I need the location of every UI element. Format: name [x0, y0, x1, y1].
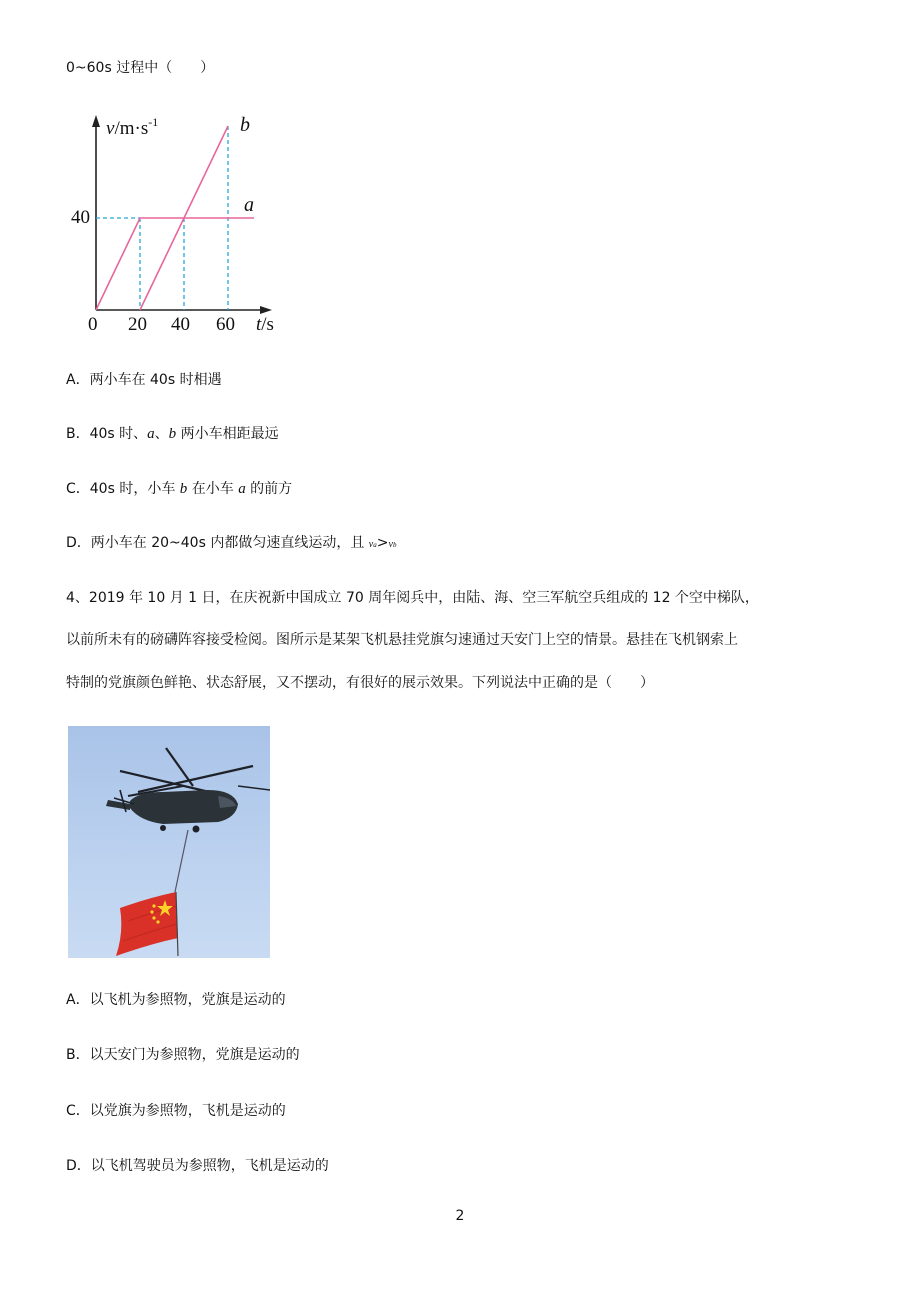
q4-stem-line-2: 以前所未有的磅礴阵容接受检阅。图所示是某架飞机悬挂党旗匀速通过天安门上空的情景。悬挂在飞机钢索上 — [66, 632, 738, 648]
x-tick-20: 20 — [128, 314, 147, 335]
x-tick-40: 40 — [171, 314, 190, 335]
q4-option-c: C．以党旗为参照物，飞机是运动的 — [66, 1103, 286, 1119]
q4-option-b: B．以天安门为参照物，党旗是运动的 — [66, 1047, 300, 1063]
q4-stem-line-3: 特制的党旗颜色鲜艳、状态舒展，又不摆动，有很好的展示效果。下列说法中正确的是（ ） — [66, 675, 654, 691]
line-b-label: b — [240, 114, 250, 136]
q4-option-d: D．以飞机驾驶员为参照物，飞机是运动的 — [66, 1158, 329, 1174]
x-tick-60: 60 — [216, 314, 235, 335]
line-a-label: a — [244, 194, 254, 216]
x-axis-arrow — [260, 306, 272, 314]
q3-option-c: C．40s 时，小车 b 在小车 a 的前方 — [66, 481, 293, 497]
y-axis-arrow — [92, 115, 100, 127]
helicopter-flag-photo — [68, 726, 270, 958]
y-tick-40: 40 — [71, 207, 90, 228]
series-line-a — [96, 218, 254, 310]
page-number: 2 — [455, 1208, 465, 1224]
q3-option-d: D．两小车在 20~40s 内都做匀速直线运动，且 va>vb — [66, 535, 397, 551]
q3-option-b: B．40s 时、a、b 两小车相距最远 — [66, 426, 279, 442]
x-axis-label: t/s — [256, 314, 274, 335]
q3-option-a: A．两小车在 40s 时相遇 — [66, 372, 222, 388]
q4-option-a: A．以飞机为参照物，党旗是运动的 — [66, 992, 286, 1008]
velocity-time-graph — [66, 105, 286, 337]
y-axis-label: $v/m\cdot s^{-1}$ — [106, 115, 159, 139]
question-intro-fragment: 0~60s 过程中（ ） — [66, 60, 215, 76]
origin-label: 0 — [88, 314, 98, 335]
q4-stem-line-1: 4、2019 年 10 月 1 日，在庆祝新中国成立 70 周年阅兵中，由陆、海、空三军航空兵组成的 12 个空中梯队， — [66, 590, 759, 606]
